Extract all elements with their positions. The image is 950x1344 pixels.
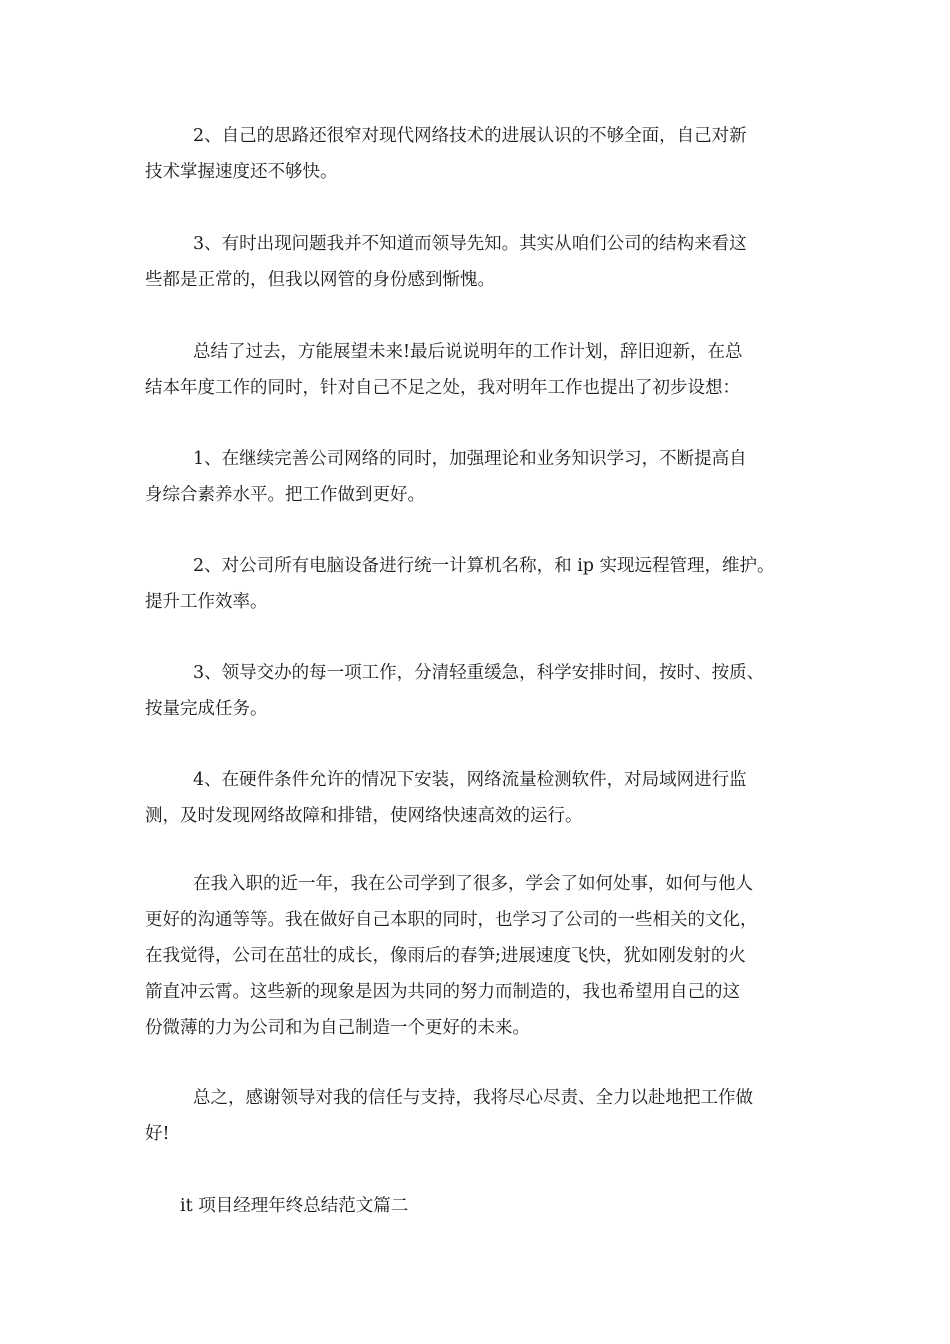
paragraph-line: 总之，感谢领导对我的信任与支持，我将尽心尽责、全力以赴地把工作做: [193, 1088, 753, 1108]
paragraph-line: 箭直冲云霄。这些新的现象是因为共同的努力而制造的，我也希望用自己的这: [145, 982, 740, 1002]
section-heading: it 项目经理年终总结范文篇二: [180, 1196, 409, 1216]
paragraph-outlook: [145, 334, 825, 406]
paragraph-line: 3、领导交办的每一项工作，分清轻重缓急，科学安排时间，按时、按质、: [193, 663, 765, 683]
paragraph-line: 在我入职的近一年，我在公司学到了很多，学会了如何处事，如何与他人: [193, 874, 753, 894]
paragraph-conclusion: [145, 1080, 825, 1152]
paragraph-line: 3、有时出现问题我并不知道而领导先知。其实从咱们公司的结构来看这: [193, 234, 747, 254]
paragraph-line: 技术掌握速度还不够快。: [145, 162, 338, 182]
paragraph-line: 2、自己的思路还很窄对现代网络技术的进展认识的不够全面，自己对新: [193, 126, 747, 146]
paragraph-line: 结本年度工作的同时，针对自己不足之处，我对明年工作也提出了初步设想：: [145, 378, 740, 398]
paragraph-line: 份微薄的力为公司和为自己制造一个更好的未来。: [145, 1018, 530, 1038]
paragraph-plan-3: [145, 655, 825, 727]
paragraph-line: 更好的沟通等等。我在做好自己本职的同时，也学习了公司的一些相关的文化，: [145, 910, 758, 930]
paragraph-tech-knowledge: [145, 118, 825, 190]
paragraph-line: 按量完成任务。: [145, 699, 268, 719]
paragraph-plan-1: [145, 441, 825, 513]
paragraph-reflection: [145, 866, 825, 1046]
paragraph-problem-awareness: [145, 226, 825, 298]
paragraph-plan-4: [145, 762, 825, 834]
paragraph-plan-2: [145, 548, 825, 620]
paragraph-line: 提升工作效率。: [145, 592, 268, 612]
paragraph-line: 2、对公司所有电脑设备进行统一计算机名称，和 ip 实现远程管理，维护。: [193, 556, 775, 576]
paragraph-line: 测，及时发现网络故障和排错，使网络快速高效的运行。: [145, 806, 583, 826]
paragraph-line: 好!: [145, 1124, 170, 1144]
paragraph-line: 身综合素养水平。把工作做到更好。: [145, 485, 425, 505]
paragraph-line: 在我觉得，公司在茁壮的成长，像雨后的春笋;进展速度飞快，犹如刚发射的火: [145, 946, 746, 966]
paragraph-line: 些都是正常的，但我以网管的身份感到惭愧。: [145, 270, 495, 290]
paragraph-line: 总结了过去，方能展望未来!最后说说明年的工作计划，辞旧迎新，在总: [193, 342, 743, 362]
paragraph-line: 1、在继续完善公司网络的同时，加强理论和业务知识学习，不断提高自: [193, 449, 747, 469]
paragraph-line: 4、在硬件条件允许的情况下安装，网络流量检测软件，对局域网进行监: [193, 770, 747, 790]
